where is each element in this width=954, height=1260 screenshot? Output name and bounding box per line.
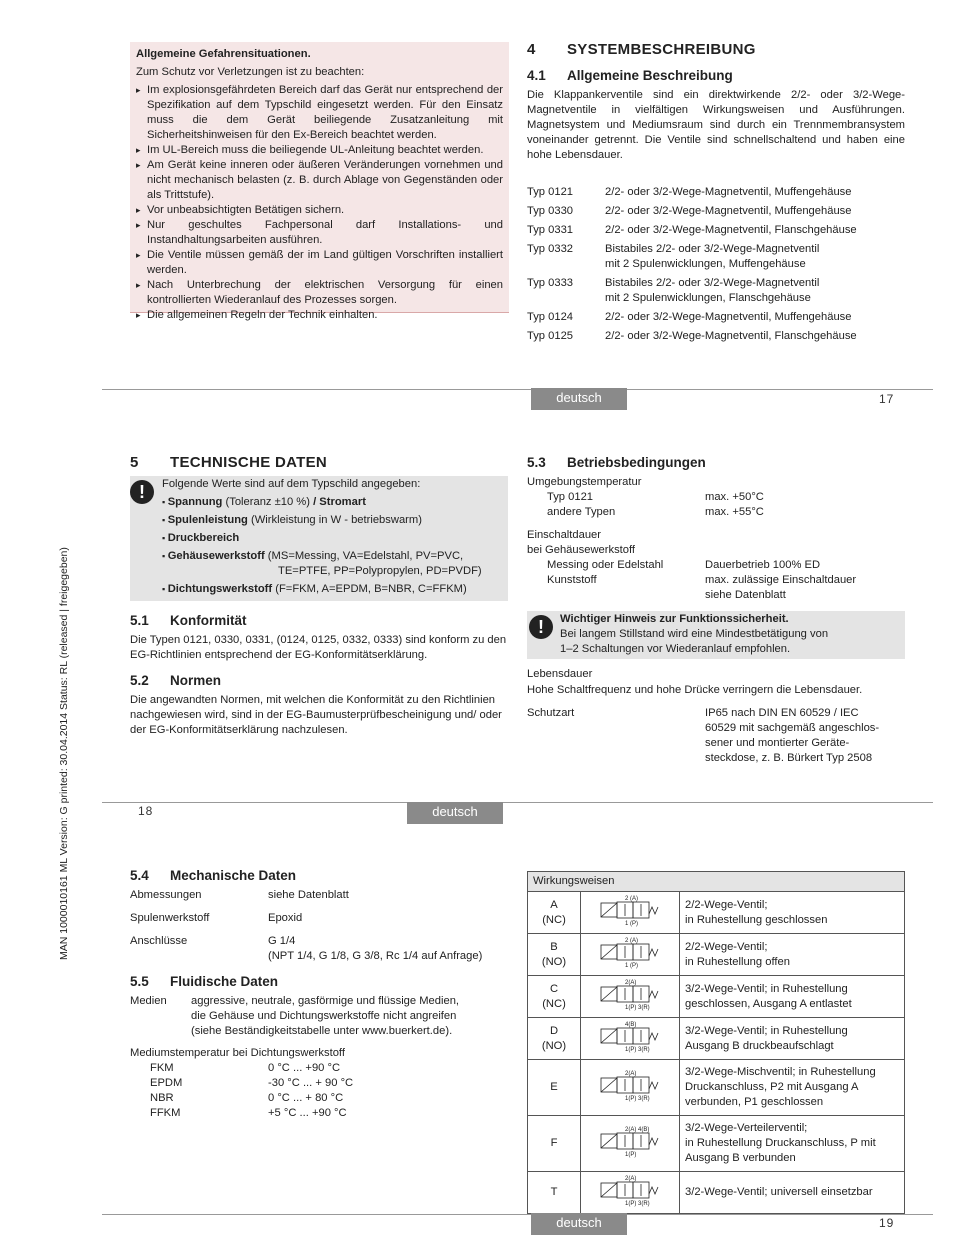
type-code: Typ 0331 (527, 224, 574, 236)
protection-line: steckdose, z. B. Bürkert Typ 2508 (705, 752, 873, 764)
temp-value: -30 °C ... + 90 °C (268, 1077, 354, 1089)
ambient-temp-label: Umgebungstemperatur (527, 476, 642, 488)
media-line: aggressive, neutrale, gasförmige und flüssige Medien, (191, 995, 460, 1007)
valve-symbol-icon (581, 1116, 679, 1166)
typeschild-intro: Folgende Werte sind auf dem Typschild angegeben: (162, 478, 421, 490)
type-code: Typ 0330 (527, 205, 574, 217)
protection-line: IP65 nach DIN EN 60529 / IEC (705, 707, 859, 719)
footer-rule-19 (102, 1214, 933, 1215)
mech-value: siehe Datenblatt (268, 889, 349, 901)
typeschild-box (130, 476, 508, 601)
temp-key: FFKM (150, 1107, 181, 1119)
function-description: 2/2-Wege-Ventil; in Ruhestellung geschlossen (680, 892, 905, 934)
temp-value: +5 °C ... +90 °C (268, 1107, 347, 1119)
warning-item: ▸ Nur geschultes Fachpersonal darf Installations- und Instandhaltungsarbeiten ausführen. (136, 218, 503, 248)
table-row (528, 1060, 905, 1116)
warning-list (136, 83, 503, 323)
warning-icon: ! (529, 615, 553, 639)
mech-key: Abmessungen (130, 889, 202, 901)
bullet: ▪ (162, 515, 168, 525)
svg-text:1 (P): 1 (P) (625, 921, 639, 927)
section-4-number: 4 (527, 41, 536, 58)
typeschild-items (162, 495, 504, 597)
page-number-19: 19 (879, 1216, 895, 1230)
duty-cycle-label: Einschaltdauer (527, 529, 602, 541)
table-row (528, 1172, 905, 1214)
type-desc: 2/2- oder 3/2-Wege-Magnetventil, Flanschgehäuse (605, 224, 857, 236)
svg-text:2(A): 2(A) (625, 1071, 637, 1077)
section-5-2-number: 5.2 (130, 673, 149, 688)
function-code: T (528, 1172, 581, 1214)
brass-label: Messing oder Edelstahl (547, 559, 664, 571)
valve-symbol (581, 976, 680, 1018)
type-desc: Bistabiles 2/2- oder 3/2-Wege-Magnetventil mit 2 Spulenwicklungen, Flanschgehäuse (605, 277, 820, 304)
function-description: 3/2-Wege-Mischventil; in Ruhestellung Druckanschluss, P2 mit Ausgang A verbunden, P1 geschlossen (680, 1060, 905, 1116)
warning-item: ▸ Die Ventile müssen gemäß der im Land gültigen Vorschriften installiert werden. (136, 248, 503, 278)
housing-material-label: bei Gehäusewerkstoff (527, 544, 636, 556)
item-text: (Toleranz ±10 %) (222, 496, 314, 508)
item-text: (F=FKM, A=EPDM, B=NBR, C=FFKM) (272, 583, 467, 595)
medium-temp-title: Mediumstemperatur bei Dichtungswerkstoff (130, 1047, 345, 1059)
plastic-label: Kunststoff (547, 574, 597, 586)
section-5-5-number: 5.5 (130, 974, 149, 989)
type-list (527, 185, 905, 344)
type-desc: 2/2- oder 3/2-Wege-Magnetventil, Flanschgehäuse (605, 330, 857, 342)
mech-key: Spulenwerkstoff (130, 912, 210, 924)
section-5-1-number: 5.1 (130, 613, 149, 628)
item-bold: Dichtungswerkstoff (167, 583, 273, 595)
item-bold: Gehäusewerkstoff (167, 550, 265, 562)
media-text (191, 994, 459, 1039)
function-code: D (NO) (528, 1018, 581, 1060)
valve-symbol-icon (581, 1172, 679, 1208)
section-5-4-number: 5.4 (130, 868, 149, 883)
section-5-3-number: 5.3 (527, 455, 546, 470)
language-tab-18: deutsch (407, 802, 503, 824)
typeschild-item-cont: TE=PTFE, PP=Polypropylen, PD=PVDF) (278, 565, 482, 577)
svg-text:1(P) 3(R): 1(P) 3(R) (625, 1096, 650, 1102)
function-description: 3/2-Wege-Ventil; in Ruhestellung geschlossen, Ausgang A entlastet (680, 976, 905, 1018)
valve-symbol-icon (581, 976, 679, 1012)
protection-line: 60529 mit sachgemäß angeschlos- (705, 722, 880, 734)
warning-item: ▸ Vor unbeabsichtigten Betätigen sichern. (136, 203, 503, 218)
section-5-number: 5 (130, 454, 139, 471)
valve-symbol (581, 892, 680, 934)
type-code: Typ 0124 (527, 311, 574, 323)
section-4-1-title: Allgemeine Beschreibung (567, 68, 733, 83)
function-code: A (NC) (528, 892, 581, 934)
function-note-box (527, 611, 905, 659)
bullet: ▪ (162, 551, 168, 561)
typeschild-item (162, 513, 504, 528)
mech-value: Epoxid (268, 912, 303, 924)
media-label: Medien (130, 995, 167, 1007)
wirkungsweisen-table-wrap (527, 871, 905, 1214)
type-desc: 2/2- oder 3/2-Wege-Magnetventil, Muffengehäuse (605, 205, 852, 217)
function-description: 3/2-Wege-Verteilerventil; in Ruhestellung Druckanschluss, P mit Ausgang B verbunden (680, 1116, 905, 1172)
type-row (527, 329, 905, 344)
mechanical-data (130, 888, 510, 970)
plastic-value-1: max. zulässige Einschaltdauer (705, 574, 857, 586)
type-desc: 2/2- oder 3/2-Wege-Magnetventil, Muffengehäuse (605, 311, 852, 323)
section-5-4-title: Mechanische Daten (170, 868, 297, 883)
table-row (528, 1018, 905, 1060)
bullet: ▪ (162, 533, 168, 543)
valve-symbol (581, 934, 680, 976)
section-5 (130, 455, 508, 738)
item-bold: Druckbereich (167, 532, 240, 544)
medium-temp-list (130, 1061, 510, 1123)
svg-text:1(P) 3(R): 1(P) 3(R) (625, 1005, 650, 1011)
section-4-1-text: Die Klappankerventile sind ein direktwirkende 2/2- oder 3/2-Wege-Magnetventile in vielfältigen Wirkungsweisen und Ausführungen. Magnetsystem und Mediumsraum sind durch ein Trennmembransystem voneinander getrennt. Die Ventile sind schnellschaltend und haben eine hohe Lebensdauer. (527, 89, 905, 161)
bullet: ▪ (162, 584, 168, 594)
svg-text:2(A): 2(A) (625, 1176, 637, 1182)
mech-value-connections-2: (NPT 1/4, G 1/8, G 3/8, Rc 1/4 auf Anfrage) (268, 950, 483, 962)
warning-intro: Zum Schutz vor Verletzungen ist zu beachten: (136, 66, 365, 78)
section-5-1-title: Konformität (170, 613, 247, 628)
section-5-title: TECHNISCHE DATEN (170, 454, 328, 471)
protection-label: Schutzart (527, 707, 575, 719)
mech-value: G 1/4 (268, 935, 296, 947)
typeschild-item (162, 531, 504, 546)
media-line: (siehe Beständigkeitstabelle unter www.buerkert.de). (191, 1025, 453, 1037)
bullet: ▪ (162, 497, 168, 507)
function-note-text-1: Bei langem Stillstand wird eine Mindestbetätigung von (560, 628, 829, 640)
function-code: E (528, 1060, 581, 1116)
svg-text:1 (P): 1 (P) (625, 963, 639, 969)
type-code: Typ 0333 (527, 277, 574, 289)
page-number-17: 17 (879, 392, 895, 406)
valve-symbol (581, 1018, 680, 1060)
typ0121-value: max. +50°C (705, 491, 764, 503)
section-5-2-text: Die angewandten Normen, mit welchen die Konformität zu den Richtlinien nachgewiesen wird, sind in der EG-Baumusterprüfbescheinigung und/ oder der EG-Konformitätserklärung nachzulesen. (130, 694, 502, 736)
temp-key: FKM (150, 1062, 174, 1074)
type-row (527, 185, 905, 200)
temp-value: 0 °C ... +90 °C (268, 1062, 341, 1074)
temp-key: EPDM (150, 1077, 183, 1089)
brass-value: Dauerbetrieb 100% ED (705, 559, 821, 571)
section-4-1-number: 4.1 (527, 68, 546, 83)
typeschild-item (162, 549, 504, 564)
table-row (528, 1116, 905, 1172)
typ0121-label: Typ 0121 (547, 491, 594, 503)
lifetime-text: Hohe Schaltfrequenz und hohe Drücke verringern die Lebensdauer. (527, 684, 863, 696)
valve-symbol-icon (581, 934, 679, 970)
section-5-3-title: Betriebsbedingungen (567, 455, 706, 470)
svg-text:2 (A): 2 (A) (625, 896, 639, 902)
protection-line: sener und montierter Geräte- (705, 737, 850, 749)
section-5-1-text: Die Typen 0121, 0330, 0331, (0124, 0125, 0332, 0333) sind konform zu den EG-Richtlinien entsprechend der EG-Konformitätserklärung. (130, 634, 507, 661)
type-row (527, 223, 905, 238)
typeschild-item (162, 582, 504, 597)
type-code: Typ 0125 (527, 330, 574, 342)
svg-text:1(P) 3(R): 1(P) 3(R) (625, 1047, 650, 1053)
footer-rule-17 (102, 389, 933, 390)
temp-key: NBR (150, 1092, 174, 1104)
type-row (527, 204, 905, 219)
function-note-title: Wichtiger Hinweis zur Funktionssicherheit. (560, 613, 789, 625)
valve-symbol-icon (581, 1060, 679, 1110)
warning-item: ▸ Die allgemeinen Regeln der Technik einhalten. (136, 308, 503, 323)
wirkungsweisen-table (527, 871, 905, 1214)
svg-text:2 (A): 2 (A) (625, 938, 639, 944)
typeschild-item (162, 495, 504, 510)
warning-title: Allgemeine Gefahrensituationen. (136, 48, 311, 60)
table-row (528, 892, 905, 934)
warning-item: ▸ Am Gerät keine inneren oder äußeren Veränderungen vornehmen und nicht mechanisch belasten (z. B. durch Ablage von Gegenständen oder als Trittstufe). (136, 158, 503, 203)
warning-box (130, 42, 509, 321)
footer-rule-18 (102, 802, 933, 803)
side-print-info: MAN 1000010161 ML Version: G printed: 30.04.2014 Status: RL (released | freigegeben) (58, 547, 70, 960)
item-bold: Spannung (167, 496, 223, 508)
item-bold-2: / Stromart (313, 496, 366, 508)
item-bold: Spulenleistung (167, 514, 248, 526)
valve-symbol (581, 1060, 680, 1116)
svg-text:1(P) 3(R): 1(P) 3(R) (625, 1201, 650, 1207)
protection-value (705, 706, 879, 766)
table-row (528, 976, 905, 1018)
page-number-18: 18 (138, 804, 154, 818)
language-tab-19: deutsch (531, 1213, 627, 1235)
function-description: 3/2-Wege-Ventil; universell einsetzbar (680, 1172, 905, 1214)
type-row (527, 276, 905, 306)
warning-item: ▸ Im UL-Bereich muss die beiliegende UL-Anleitung beachtet werden. (136, 143, 503, 158)
item-text: (MS=Messing, VA=Edelstahl, PV=PVC, (264, 550, 464, 562)
svg-text:4(B): 4(B) (625, 1022, 637, 1028)
svg-text:1(P): 1(P) (625, 1152, 637, 1158)
section-4 (527, 42, 905, 348)
item-text: (Wirkleistung in W - betriebswarm) (247, 514, 422, 526)
section-5-3 (527, 455, 905, 820)
function-code: F (528, 1116, 581, 1172)
warning-item: ▸ Im explosionsgefährdeten Bereich darf das Gerät nur entsprechend der Spezifikation auf dem Typschild eingesetzt werden. Für den Einsatz muss die dem Gerät beiliegende Zusatzanleitung mit Sicherheitshinweisen für den Ex-Bereich beachtet werden. (136, 83, 503, 143)
type-row (527, 310, 905, 325)
function-description: 3/2-Wege-Ventil; in Ruhestellung Ausgang B druckbeaufschlagt (680, 1018, 905, 1060)
warning-item: ▸ Nach Unterbrechung der elektrischen Versorgung für einen kontrollierten Wiederanlauf des Prozesses sorgen. (136, 278, 503, 308)
function-note-text-2: 1–2 Schaltungen vor Wiederanlauf empfohlen. (560, 643, 791, 655)
valve-symbol-icon (581, 892, 679, 928)
section-5-5-title: Fluidische Daten (170, 974, 279, 989)
function-description: 2/2-Wege-Ventil; in Ruhestellung offen (680, 934, 905, 976)
type-desc: Bistabiles 2/2- oder 3/2-Wege-Magnetventil mit 2 Spulenwicklungen, Muffengehäuse (605, 243, 820, 270)
valve-symbol (581, 1172, 680, 1214)
language-tab-17: deutsch (531, 388, 627, 410)
type-desc: 2/2- oder 3/2-Wege-Magnetventil, Muffengehäuse (605, 186, 852, 198)
table-row (528, 934, 905, 976)
warning-icon: ! (130, 480, 154, 504)
valve-symbol-icon (581, 1018, 679, 1054)
section-5-2-title: Normen (170, 673, 222, 688)
type-code: Typ 0121 (527, 186, 574, 198)
type-code: Typ 0332 (527, 243, 574, 255)
section-4-title: SYSTEMBESCHREIBUNG (567, 41, 756, 58)
other-types-value: max. +55°C (705, 506, 764, 518)
function-code: C (NC) (528, 976, 581, 1018)
media-line: die Gehäuse und Dichtungswerkstoffe nicht angreifen (191, 1010, 457, 1022)
svg-text:2(A) 4(B): 2(A) 4(B) (625, 1127, 650, 1133)
temp-value: 0 °C ... + 80 °C (268, 1092, 344, 1104)
section-5-4 (130, 868, 510, 1123)
function-code: B (NO) (528, 934, 581, 976)
type-row (527, 242, 905, 272)
svg-text:2(A): 2(A) (625, 980, 637, 986)
lifetime-label: Lebensdauer (527, 668, 593, 680)
valve-symbol (581, 1116, 680, 1172)
mech-key: Anschlüsse (130, 935, 188, 947)
other-types-label: andere Typen (547, 506, 616, 518)
plastic-value-2: siehe Datenblatt (705, 589, 786, 601)
table-header: Wirkungsweisen (528, 872, 905, 892)
